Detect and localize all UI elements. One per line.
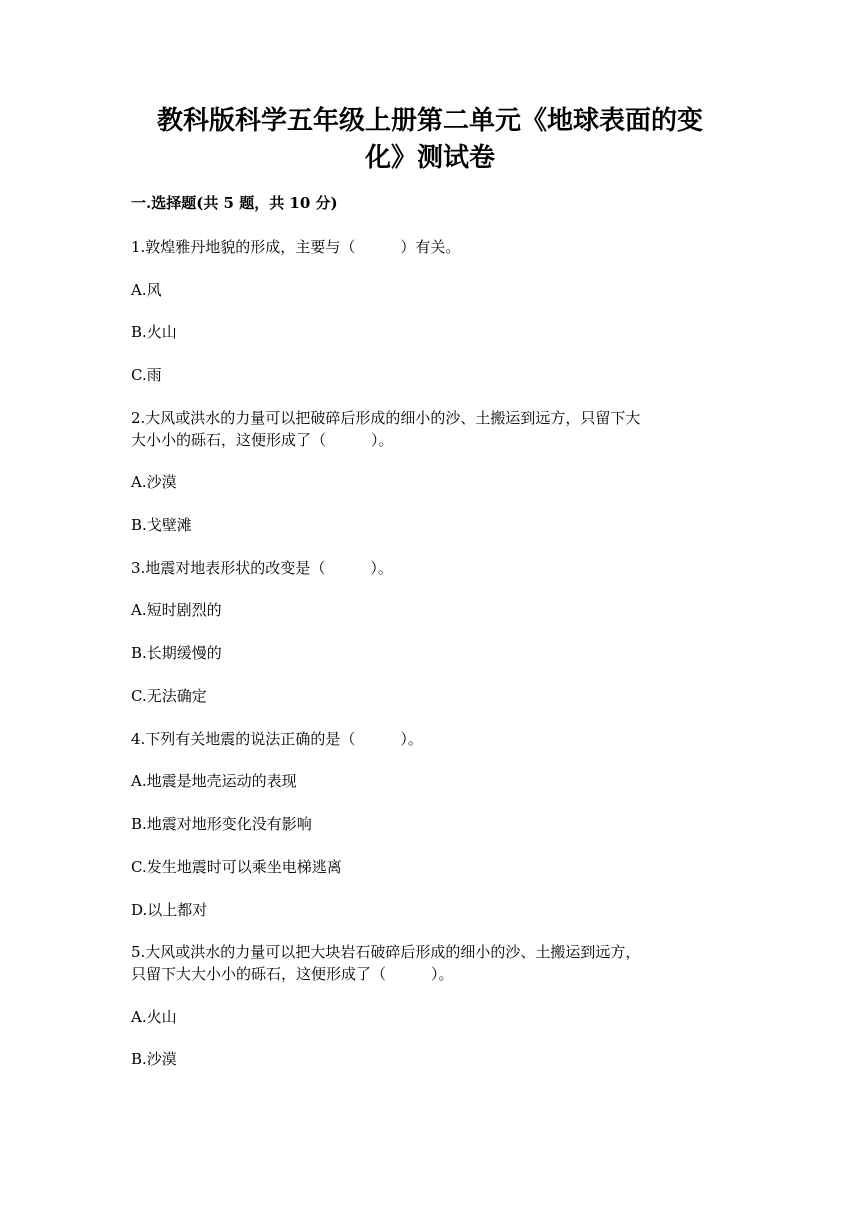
question-4-option-b: B.地震对地形变化没有影响 <box>131 815 312 833</box>
question-1-option-a: A.风 <box>131 281 162 299</box>
question-3-option-c: C.无法确定 <box>131 687 207 705</box>
question-5-option-b: B.沙漠 <box>131 1050 177 1068</box>
question-1-option-c: C.雨 <box>131 366 162 384</box>
question-3-option-a: A.短时剧烈的 <box>131 601 222 619</box>
question-1-stem: 1.敦煌雅丹地貌的形成，主要与（ ）有关。 <box>131 238 461 256</box>
section-heading: 一.选择题(共 5 题，共 10 分) <box>131 194 338 212</box>
question-4-option-c: C.发生地震时可以乘坐电梯逃离 <box>131 858 342 876</box>
question-4-stem: 4.下列有关地震的说法正确的是（ ）。 <box>131 730 423 748</box>
question-3-stem: 3.地震对地表形状的改变是（ ）。 <box>131 559 393 577</box>
question-1-option-b: B.火山 <box>131 323 177 341</box>
question-2-option-b: B.戈壁滩 <box>131 516 192 534</box>
question-2-stem-line-2: 大小小的砾石，这便形成了（ ）。 <box>131 431 394 449</box>
question-2-stem-line-1: 2.大风或洪水的力量可以把破碎后形成的细小的沙、土搬运到远方，只留下大 <box>131 409 641 427</box>
page-title <box>130 103 730 177</box>
question-5-stem-line-2: 只留下大大小小的砾石，这便形成了（ ）。 <box>131 965 454 983</box>
question-5-option-a: A.火山 <box>131 1008 177 1026</box>
question-4-option-d: D.以上都对 <box>131 901 208 919</box>
title-line-2: 化》测试卷 <box>364 143 495 173</box>
question-5-stem-line-1: 5.大风或洪水的力量可以把大块岩石破碎后形成的细小的沙、土搬运到远方， <box>131 943 641 961</box>
question-4-option-a: A.地震是地壳运动的表现 <box>131 772 297 790</box>
question-3-option-b: B.长期缓慢的 <box>131 644 222 662</box>
question-2-option-a: A.沙漠 <box>131 473 177 491</box>
title-line-1: 教科版科学五年级上册第二单元《地球表面的变 <box>156 106 703 136</box>
